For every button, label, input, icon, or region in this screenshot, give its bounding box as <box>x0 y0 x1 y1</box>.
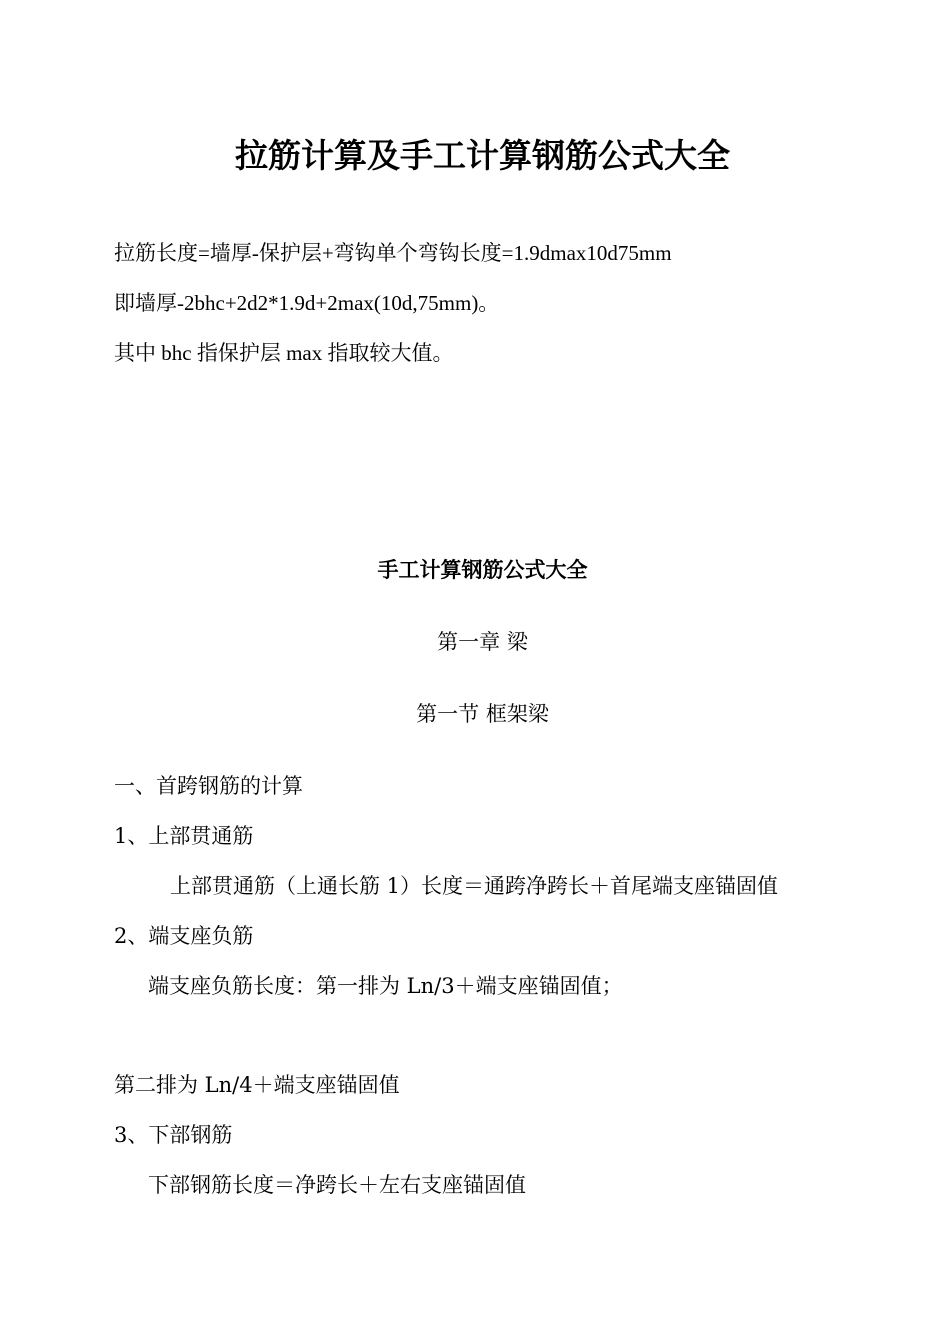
item-1-text: 上部贯通筋（上通长筋 1）长度＝通跨净跨长＋首尾端支座锚固值 <box>170 874 779 898</box>
item-3-label: 3、下部钢筋 <box>114 1123 233 1147</box>
intro-line-1: 拉筋长度=墙厚-保护层+弯钩单个弯钩长度=1.9dmax10d75mm <box>114 241 672 265</box>
item-2-text: 端支座负筋长度：第一排为 Ln/3＋端支座锚固值； <box>148 974 623 998</box>
item-1-label: 1、上部贯通筋 <box>114 824 254 848</box>
section-heading: 第一节 框架梁 <box>416 702 549 726</box>
item-3-text: 下部钢筋长度＝净跨长＋左右支座锚固值 <box>148 1173 526 1197</box>
document-title: 拉筋计算及手工计算钢筋公式大全 <box>235 136 730 175</box>
intro-line-2: 即墙厚-2bhc+2d2*1.9d+2max(10d,75mm)。 <box>114 291 500 315</box>
heading-first-span: 一、首跨钢筋的计算 <box>114 774 303 798</box>
item-2-label: 2、端支座负筋 <box>114 924 254 948</box>
item-2-text-b: 第二排为 Ln/4＋端支座锚固值 <box>114 1073 400 1097</box>
section-title: 手工计算钢筋公式大全 <box>377 558 588 582</box>
chapter-heading: 第一章 梁 <box>437 630 528 654</box>
intro-line-3: 其中 bhc 指保护层 max 指取较大值。 <box>114 341 454 365</box>
